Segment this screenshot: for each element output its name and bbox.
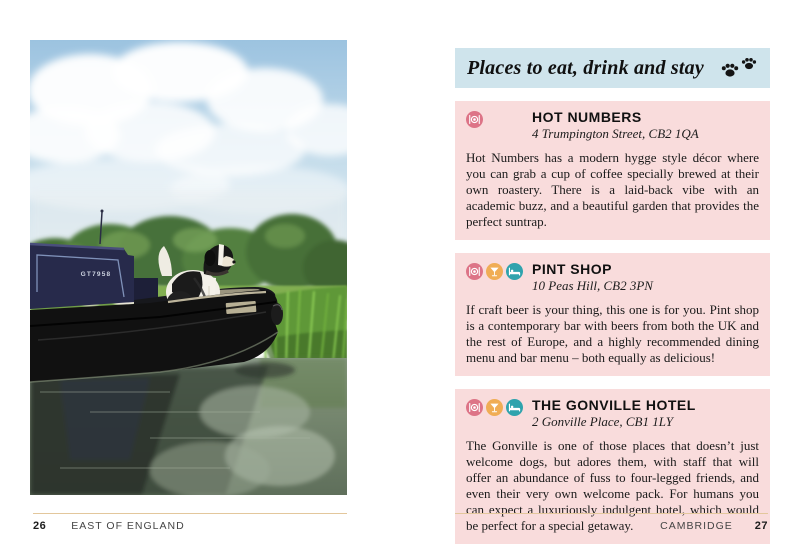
listing-card-hot-numbers (455, 101, 770, 240)
drinks-icon (486, 399, 503, 416)
listing-description: Hot Numbers has a modern hygge style décor where you can grab a cup of coffee specially brewed at their own roastery. There is a laid-back vibe with an academic buzz, and a beautiful garden that provides the perfect suntrap. (466, 150, 759, 229)
listing-description: The Gonville is one of those places that doesn’t just welcome dogs, but adores them, with staff that will offer an abundance of fuss to four-legged friends, and even their very own welcome pack. For humans you can expect a luxuriously indulgent hotel, which would be perfect for a special getaway. (466, 438, 759, 533)
photo-dog-on-narrowboat (30, 40, 347, 495)
banner-title: Places to eat, drink and stay (467, 56, 704, 79)
dining-icon (466, 399, 483, 416)
right-section-label: CAMBRIDGE (660, 520, 733, 532)
left-section-label: EAST OF ENGLAND (71, 520, 185, 532)
stay-icon (506, 399, 523, 416)
listing-address: 2 Gonville Place, CB1 1LY (532, 414, 673, 429)
paw-prints-icon (719, 55, 757, 81)
dining-icon (466, 263, 483, 280)
listing-address: 4 Trumpington Street, CB2 1QA (532, 126, 699, 141)
photo-illustration (30, 40, 347, 495)
left-page-number: 26 (33, 520, 47, 532)
listing-name: PINT SHOP (532, 261, 612, 277)
dining-icon (466, 111, 483, 128)
listing-description: If craft beer is your thing, this one is for you. Pint shop is a contemporary bar with beers from both the UK and the rest of Europe, and a highly recommended dining menu and bar menu – both equally as delicious! (466, 302, 759, 365)
right-page (455, 48, 770, 544)
stay-icon (506, 263, 523, 280)
listing-card-pint-shop (455, 253, 770, 376)
left-page-footer (33, 513, 347, 532)
section-banner (455, 48, 770, 88)
listing-name: THE GONVILLE HOTEL (532, 397, 696, 413)
right-page-number: 27 (754, 520, 768, 532)
listing-name: HOT NUMBERS (532, 109, 642, 125)
boat-registration: GT7958 (80, 271, 112, 278)
listing-address: 10 Peas Hill, CB2 3PN (532, 278, 653, 293)
right-page-footer (455, 513, 768, 532)
drinks-icon (486, 263, 503, 280)
